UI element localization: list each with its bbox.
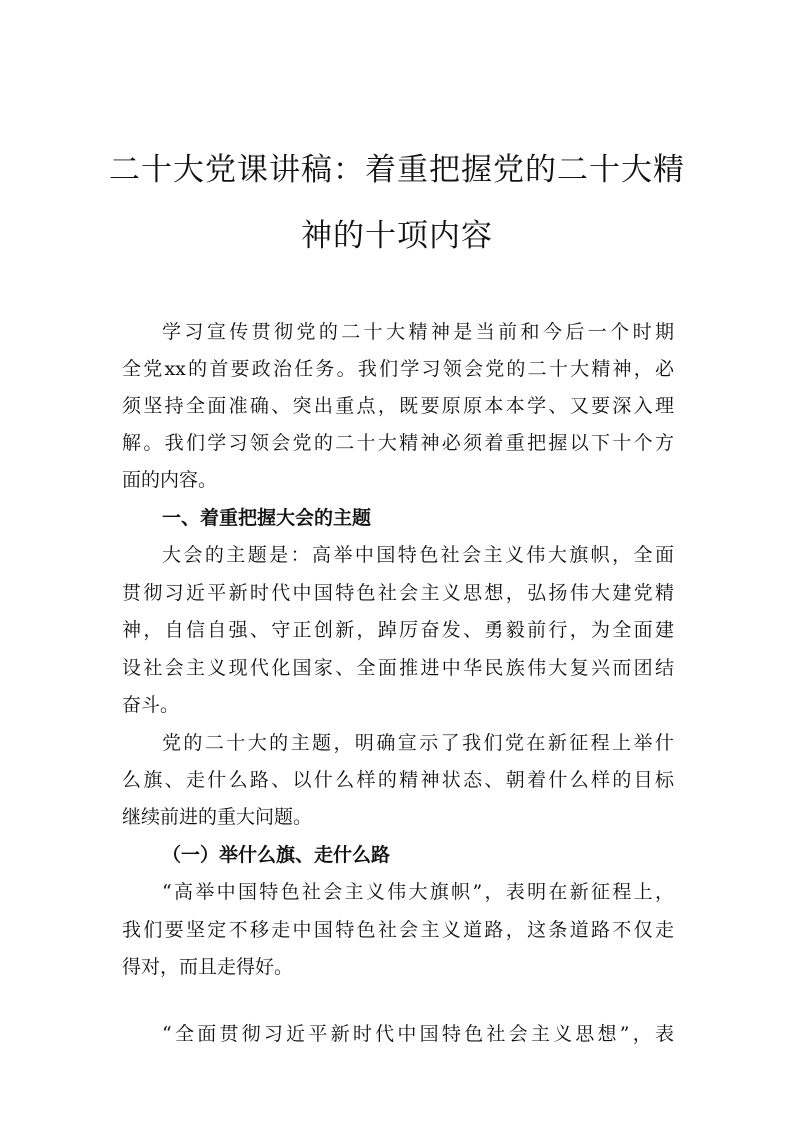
paragraph-line: 贯彻习近平新时代中国特色社会主义思想，弘扬伟大建党精 bbox=[122, 582, 674, 604]
paragraph-line: 大会的主题是：高举中国特色社会主义伟大旗帜，全面 bbox=[162, 544, 674, 566]
paragraph-line: 面的内容。 bbox=[122, 469, 218, 491]
paragraph-line: 须坚持全面准确、突出重点，既要原原本本学、又要深入理 bbox=[122, 395, 674, 417]
paragraph-line: 神，自信自强、守正创新，踔厉奋发、勇毅前行，为全面建 bbox=[122, 619, 674, 641]
document-title-line-1: 二十大党课讲稿：着重把握党的二十大精 bbox=[109, 152, 685, 188]
paragraph-line: “全面贯彻习近平新时代中国特色社会主义思想”，表 bbox=[162, 1023, 674, 1045]
paragraph-line: 党的二十大的主题，明确宣示了我们党在新征程上举什 bbox=[162, 732, 674, 754]
paragraph-line: 么旗、走什么路、以什么样的精神状态、朝着什么样的目标 bbox=[122, 769, 674, 791]
paragraph-line: 解。我们学习领会党的二十大精神必须着重把握以下十个方 bbox=[122, 432, 674, 454]
paragraph-line: 设社会主义现代化国家、全面推进中华民族伟大复兴而团结 bbox=[122, 657, 674, 679]
section-heading: 一、着重把握大会的主题 bbox=[162, 507, 372, 529]
paragraph-line: 得对，而且走得好。 bbox=[122, 956, 294, 978]
paragraph-line: 我们要坚定不移走中国特色社会主义道路，这条道路不仅走 bbox=[122, 919, 674, 941]
subsection-heading: （一）举什么旗、走什么路 bbox=[162, 844, 391, 866]
paragraph-line: 奋斗。 bbox=[122, 694, 180, 716]
paragraph-line: 继续前进的重大问题。 bbox=[122, 806, 313, 828]
document-title-line-2: 神的十项内容 bbox=[301, 218, 493, 254]
paragraph-line: 全党xx的首要政治任务。我们学习领会党的二十大精神，必 bbox=[122, 358, 674, 380]
paragraph-line: “高举中国特色社会主义伟大旗帜”，表明在新征程上， bbox=[162, 881, 674, 903]
paragraph-line: 学习宣传贯彻党的二十大精神是当前和今后一个时期 bbox=[162, 321, 674, 343]
